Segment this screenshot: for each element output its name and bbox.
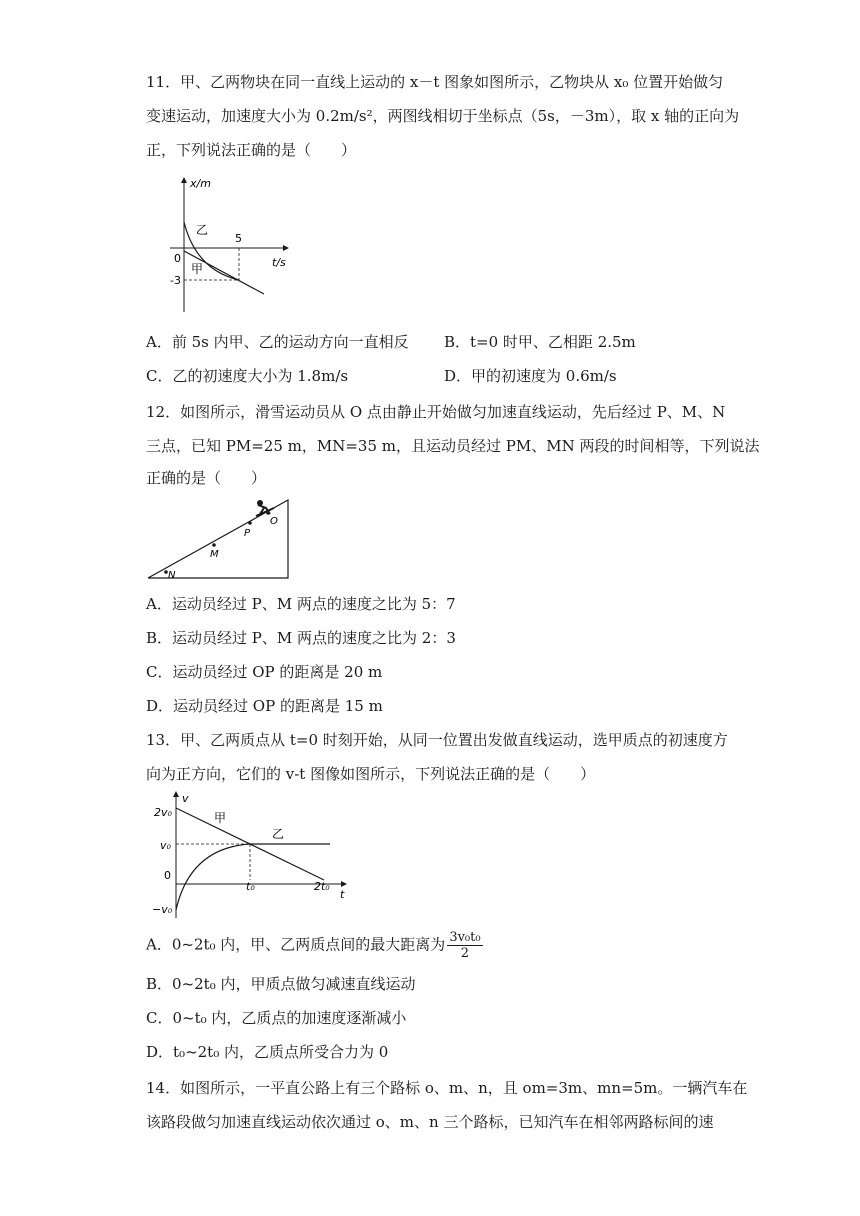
q11-line-3: 正，下列说法正确的是（ ）	[146, 141, 357, 159]
q11-line-1: 11．甲、乙两物块在同一直线上运动的 x－t 图象如图所示，乙物块从 x₀ 位置开始做匀	[146, 73, 724, 91]
q11-xlabel: t/s	[272, 256, 286, 269]
q11-option-b[interactable]: B．t=0 时甲、乙相距 2.5m	[444, 333, 636, 351]
q13-vt-graph	[150, 788, 360, 920]
q12-label-o: O	[270, 516, 278, 527]
q12-option-c[interactable]: C．运动员经过 OP 的距离是 20 m	[146, 663, 383, 681]
q11-xt-graph	[160, 172, 300, 316]
q14-line-1: 14．如图所示，一平直公路上有三个路标 o、m、n，且 om=3m、mn=5m。一辆汽车在	[146, 1079, 748, 1097]
q12-point-o	[266, 511, 270, 515]
q11-tick-5: 5	[235, 232, 242, 245]
q12-point-p	[248, 521, 252, 525]
q13-label-yi: 乙	[272, 827, 285, 841]
q11-option-d[interactable]: D．甲的初速度为 0.6m/s	[444, 367, 617, 385]
q11-option-a[interactable]: A．前 5s 内甲、乙的运动方向一直相反	[146, 333, 409, 351]
q13-xlabel: t	[340, 888, 345, 901]
q12-label-n: N	[168, 570, 176, 581]
q13-option-a[interactable]	[146, 930, 483, 961]
q14-line-2: 该路段做匀加速直线运动依次通过 o、m、n 三个路标，已知汽车在相邻两路标间的速	[146, 1113, 714, 1131]
q12-label-p: P	[244, 528, 251, 539]
q12-point-m	[212, 543, 216, 547]
q13-x-t0: t₀	[246, 880, 255, 893]
q13-option-a-fraction	[447, 930, 482, 961]
q11-origin: 0	[174, 252, 181, 265]
q11-line-2: 变速运动，加速度大小为 0.2m/s²，两图线相切于坐标点（5s，－3m），取 x 轴的正向为	[146, 107, 740, 125]
q12-line-2: 三点，已知 PM=25 m，MN=35 m，且运动员经过 PM、MN 两段的时间相等，下列说法	[146, 437, 760, 455]
q12-label-m: M	[210, 549, 219, 560]
q11-option-c[interactable]: C．乙的初速度大小为 1.8m/s	[146, 367, 349, 385]
q11-tick-neg3: -3	[170, 274, 181, 287]
q12-line-1: 12．如图所示，滑雪运动员从 O 点由静止开始做匀加速直线运动，先后经过 P、M、N	[146, 403, 726, 421]
q13-option-b[interactable]: B．0~2t₀ 内，甲质点做匀减速直线运动	[146, 975, 416, 993]
q12-option-a[interactable]: A．运动员经过 P、M 两点的速度之比为 5：7	[146, 595, 456, 613]
q13-line-1: 13．甲、乙两质点从 t=0 时刻开始，从同一位置出发做直线运动，选甲质点的初速度方	[146, 731, 728, 749]
q13-y-neg-v0: −v₀	[152, 903, 173, 916]
q13-x-2t0: 2t₀	[314, 880, 330, 893]
q11-ylabel: x/m	[190, 177, 211, 190]
q11-label-yi: 乙	[196, 223, 209, 237]
q13-line-2: 向为正方向，它们的 v-t 图像如图所示，下列说法正确的是（ ）	[146, 765, 596, 783]
q13-option-d[interactable]: D．t₀~2t₀ 内，乙质点所受合力为 0	[146, 1043, 389, 1061]
q13-y-2v0: 2v₀	[154, 806, 172, 819]
q12-option-b[interactable]: B．运动员经过 P、M 两点的速度之比为 2：3	[146, 629, 456, 647]
q12-option-d[interactable]: D．运动员经过 OP 的距离是 15 m	[146, 697, 383, 715]
q12-slope-figure	[146, 494, 292, 582]
fraction-numerator: 3v₀t₀	[449, 930, 481, 945]
fraction-denominator: 2	[460, 946, 470, 961]
q13-ylabel: v	[182, 792, 189, 805]
q12-line-3: 正确的是（ ）	[146, 469, 267, 487]
q13-label-jia: 甲	[214, 811, 227, 825]
q13-option-a-text: A．0~2t₀ 内，甲、乙两质点间的最大距离为	[146, 935, 446, 954]
q13-y-0: 0	[164, 869, 171, 882]
skier-icon	[256, 500, 274, 516]
q13-option-c[interactable]: C．0~t₀ 内，乙质点的加速度逐渐减小	[146, 1009, 407, 1027]
q13-yi-curve	[176, 844, 330, 910]
q13-y-v0: v₀	[160, 839, 171, 852]
q11-label-jia: 甲	[191, 262, 204, 276]
